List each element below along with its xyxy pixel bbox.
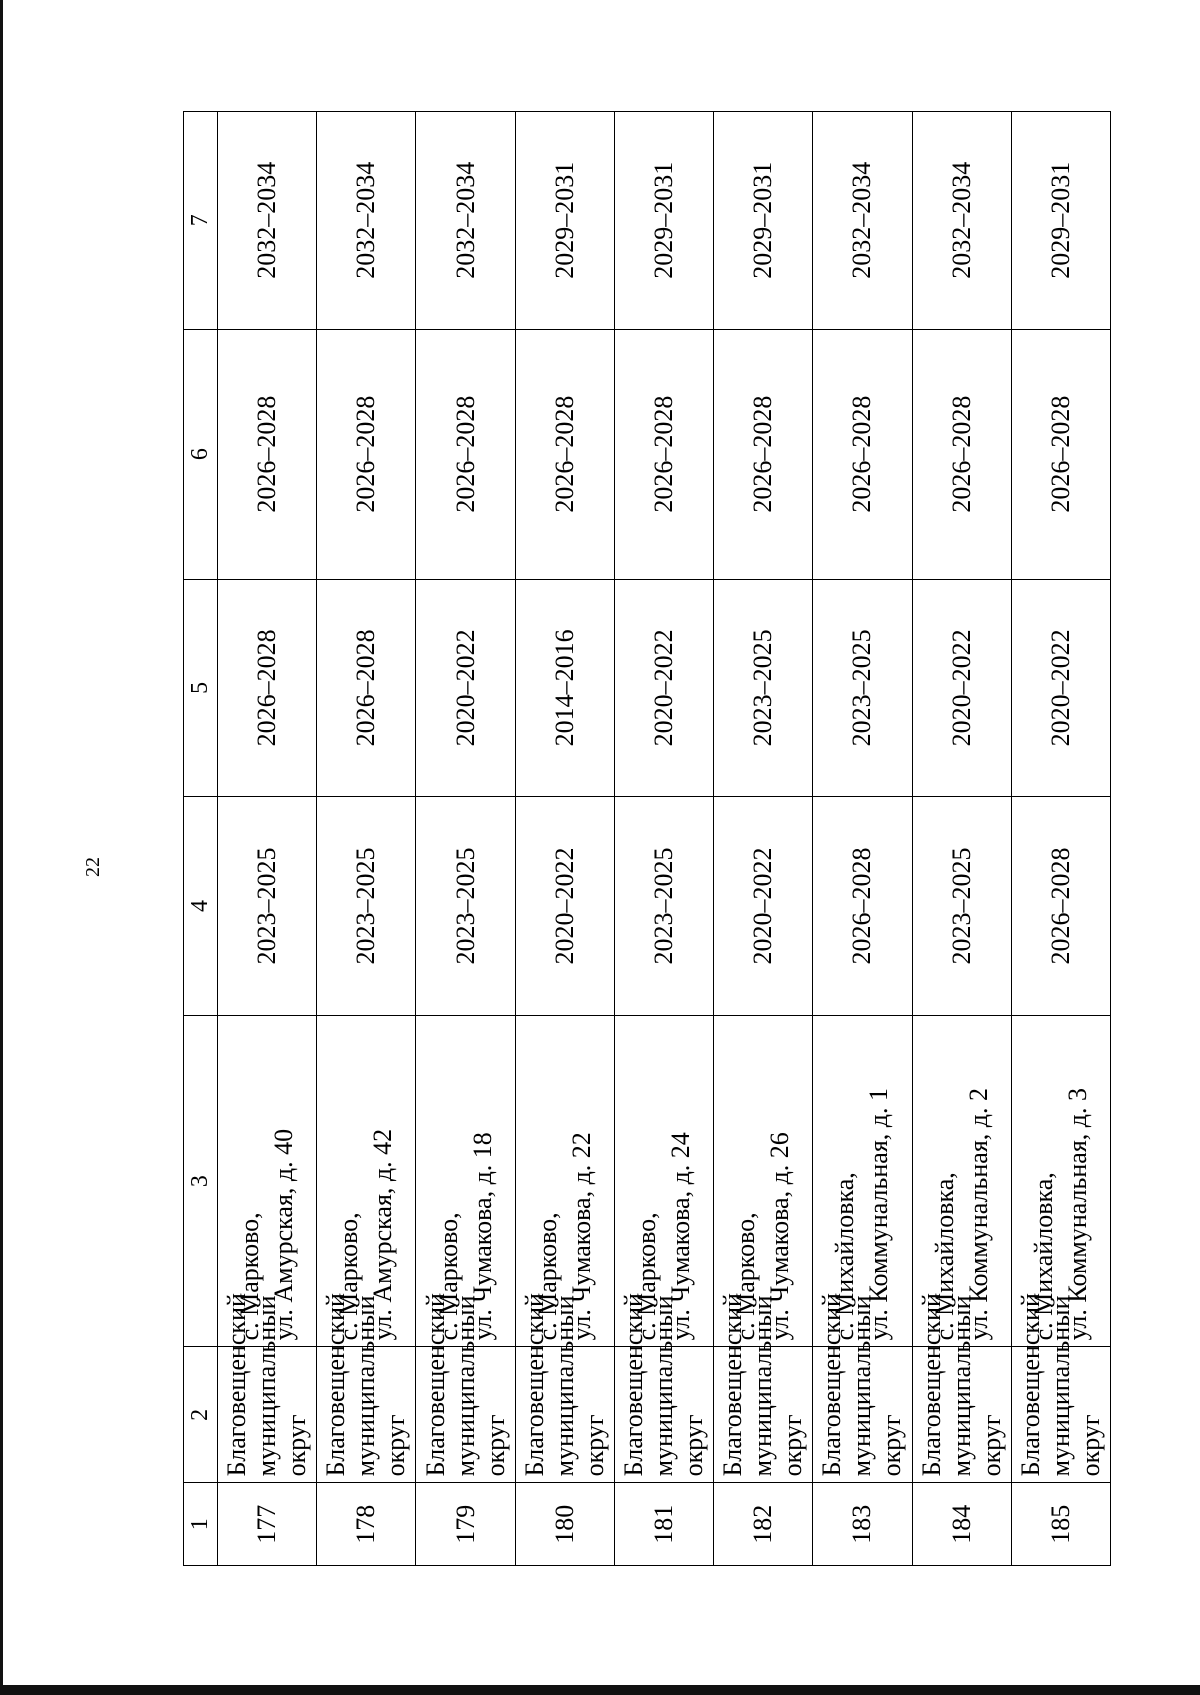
period-col-5: 2023–2025 xyxy=(813,579,912,797)
period-col-7: 2029–2031 xyxy=(515,112,614,330)
district-cell: Благовещенский муниципальный округ xyxy=(317,1347,416,1483)
period-col-6: 2026–2028 xyxy=(813,329,912,579)
period-col-6: 2026–2028 xyxy=(218,329,317,579)
table-row xyxy=(912,112,1011,1566)
table-row xyxy=(614,112,713,1566)
rotated-table-container xyxy=(183,111,1111,1566)
period-col-5: 2014–2016 xyxy=(515,579,614,797)
district-cell: Благовещенский муниципальный округ xyxy=(515,1347,614,1483)
row-number: 184 xyxy=(912,1483,1011,1566)
address-street: ул. Чумакова, д. 18 xyxy=(467,1132,497,1341)
table-row xyxy=(416,112,515,1566)
period-col-4: 2026–2028 xyxy=(813,797,912,1016)
period-col-7: 2029–2031 xyxy=(1011,112,1110,330)
address-settlement: с. Марково, xyxy=(334,1212,364,1341)
table-row xyxy=(515,112,614,1566)
row-number: 185 xyxy=(1011,1483,1110,1566)
period-col-6: 2026–2028 xyxy=(1011,329,1110,579)
address-cell xyxy=(1011,1015,1110,1347)
column-header-6: 6 xyxy=(184,329,218,579)
address-street: ул. Чумакова, д. 24 xyxy=(665,1132,695,1341)
district-cell: Благовещенский муниципальный округ xyxy=(218,1347,317,1483)
row-number: 183 xyxy=(813,1483,912,1566)
column-header-2: 2 xyxy=(184,1347,218,1483)
address-cell xyxy=(515,1015,614,1347)
district-cell: Благовещенский муниципальный округ xyxy=(416,1347,515,1483)
address-settlement: с. Михайловка, xyxy=(1028,1172,1058,1341)
period-col-4: 2023–2025 xyxy=(614,797,713,1016)
period-col-6: 2026–2028 xyxy=(317,329,416,579)
period-col-4: 2023–2025 xyxy=(912,797,1011,1016)
scan-border-bottom xyxy=(0,1685,1200,1695)
period-col-7: 2029–2031 xyxy=(614,112,713,330)
address-cell xyxy=(813,1015,912,1347)
address-settlement: с. Марково, xyxy=(433,1212,463,1341)
district-cell: Благовещенский муниципальный округ xyxy=(1011,1347,1110,1483)
district-cell: Благовещенский муниципальный округ xyxy=(614,1347,713,1483)
period-col-5: 2023–2025 xyxy=(714,579,813,797)
period-col-7: 2032–2034 xyxy=(317,112,416,330)
period-col-6: 2026–2028 xyxy=(714,329,813,579)
address-street: ул. Чумакова, д. 26 xyxy=(765,1132,795,1341)
period-col-6: 2026–2028 xyxy=(912,329,1011,579)
row-number: 180 xyxy=(515,1483,614,1566)
period-col-4: 2023–2025 xyxy=(317,797,416,1016)
table-row xyxy=(813,112,912,1566)
period-col-5: 2026–2028 xyxy=(218,579,317,797)
address-settlement: с. Марково, xyxy=(731,1212,761,1341)
address-settlement: с. Марково, xyxy=(631,1212,661,1341)
table-row xyxy=(1011,112,1110,1566)
period-col-6: 2026–2028 xyxy=(416,329,515,579)
address-settlement: с. Михайловка, xyxy=(929,1172,959,1341)
address-street: ул. Чумакова, д. 22 xyxy=(566,1132,596,1341)
period-col-5: 2020–2022 xyxy=(912,579,1011,797)
address-street: ул. Амурская, д. 40 xyxy=(269,1128,299,1341)
address-cell xyxy=(614,1015,713,1347)
column-header-4: 4 xyxy=(184,797,218,1016)
address-cell xyxy=(317,1015,416,1347)
housing-repair-table xyxy=(183,111,1111,1566)
address-cell xyxy=(218,1015,317,1347)
period-col-4: 2023–2025 xyxy=(416,797,515,1016)
period-col-5: 2026–2028 xyxy=(317,579,416,797)
table-body xyxy=(218,112,1111,1566)
table-row xyxy=(317,112,416,1566)
column-header-1: 1 xyxy=(184,1483,218,1566)
period-col-7: 2032–2034 xyxy=(912,112,1011,330)
address-cell xyxy=(714,1015,813,1347)
period-col-4: 2026–2028 xyxy=(1011,797,1110,1016)
address-settlement: с. Михайловка, xyxy=(830,1172,860,1341)
address-street: ул. Коммунальная, д. 2 xyxy=(963,1087,993,1341)
district-cell: Благовещенский муниципальный округ xyxy=(714,1347,813,1483)
column-header-7: 7 xyxy=(184,112,218,330)
table-row xyxy=(714,112,813,1566)
address-settlement: с. Марково, xyxy=(235,1212,265,1341)
row-number: 178 xyxy=(317,1483,416,1566)
row-number: 181 xyxy=(614,1483,713,1566)
table-row xyxy=(218,112,317,1566)
period-col-4: 2023–2025 xyxy=(218,797,317,1016)
header-row xyxy=(184,112,218,1566)
period-col-7: 2032–2034 xyxy=(218,112,317,330)
address-street: ул. Коммунальная, д. 1 xyxy=(864,1087,894,1341)
page-number: 22 xyxy=(82,857,104,877)
period-col-5: 2020–2022 xyxy=(1011,579,1110,797)
column-header-5: 5 xyxy=(184,579,218,797)
district-cell: Благовещенский муниципальный округ xyxy=(813,1347,912,1483)
period-col-7: 2032–2034 xyxy=(813,112,912,330)
period-col-5: 2020–2022 xyxy=(416,579,515,797)
period-col-5: 2020–2022 xyxy=(614,579,713,797)
row-number: 177 xyxy=(218,1483,317,1566)
period-col-6: 2026–2028 xyxy=(515,329,614,579)
district-cell: Благовещенский муниципальный округ xyxy=(912,1347,1011,1483)
row-number: 182 xyxy=(714,1483,813,1566)
row-number: 179 xyxy=(416,1483,515,1566)
period-col-6: 2026–2028 xyxy=(614,329,713,579)
address-settlement: с. Марково, xyxy=(532,1212,562,1341)
period-col-7: 2029–2031 xyxy=(714,112,813,330)
period-col-7: 2032–2034 xyxy=(416,112,515,330)
period-col-4: 2020–2022 xyxy=(515,797,614,1016)
address-street: ул. Амурская, д. 42 xyxy=(368,1128,398,1341)
column-header-3: 3 xyxy=(184,1015,218,1347)
scan-border-left xyxy=(0,0,3,1695)
address-street: ул. Коммунальная, д. 3 xyxy=(1062,1087,1092,1341)
period-col-4: 2020–2022 xyxy=(714,797,813,1016)
